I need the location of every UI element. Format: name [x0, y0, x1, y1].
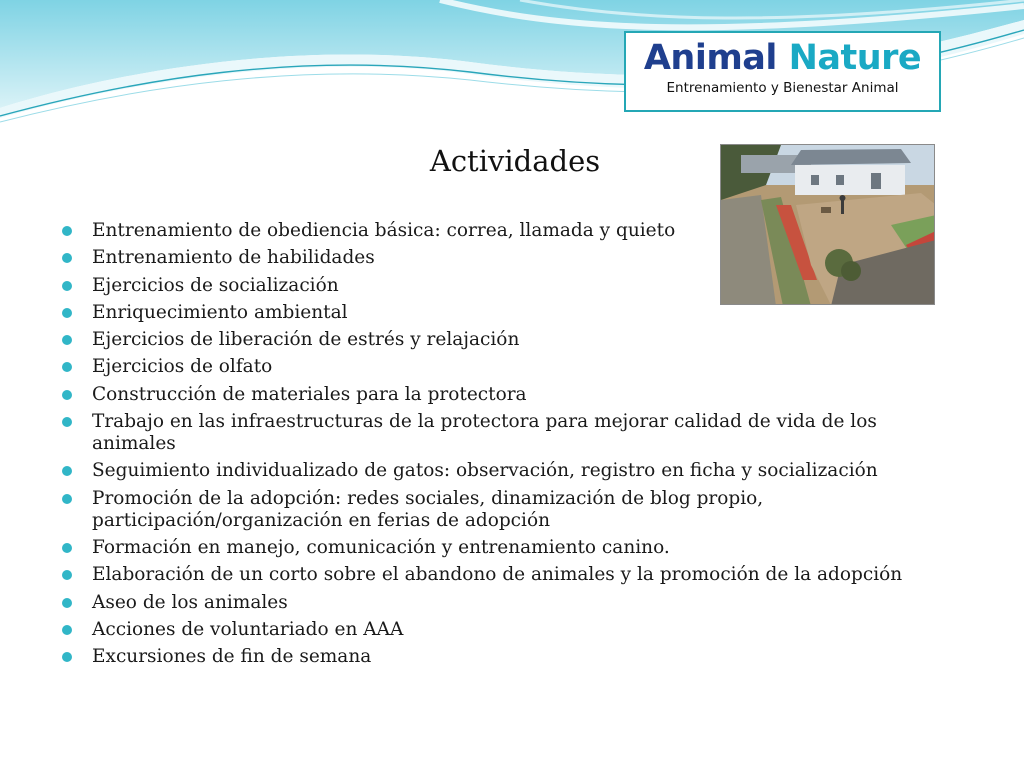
list-item-text: Entrenamiento de habilidades: [92, 247, 375, 269]
circle-bullet-icon: [62, 308, 72, 318]
list-item-text: Entrenamiento de obediencia básica: correa, llamada y quieto: [92, 220, 676, 241]
list-item: [62, 646, 962, 668]
circle-bullet-icon: [62, 494, 72, 504]
list-item: [62, 329, 962, 351]
logo-subtitle: Entrenamiento y Bienestar Animal: [666, 80, 899, 96]
circle-bullet-icon: [62, 417, 72, 427]
list-item: [62, 564, 962, 586]
circle-bullet-icon: [62, 598, 72, 608]
list-item-text: Ejercicios de olfato: [92, 356, 273, 378]
circle-bullet-icon: [62, 543, 72, 553]
list-item: [62, 356, 962, 378]
list-item-text: Enriquecimiento ambiental: [92, 301, 348, 323]
list-item-text: Construcción de materiales para la protectora: [92, 383, 527, 405]
logo-title-word2: Nature: [788, 38, 922, 78]
list-item-text: Excursiones de fin de semana: [92, 646, 372, 668]
list-item-text: Acciones de voluntariado en AAA: [92, 618, 404, 640]
list-item-text: Ejercicios de liberación de estrés y relajación: [92, 329, 520, 351]
list-item: [62, 302, 962, 324]
circle-bullet-icon: [62, 652, 72, 662]
logo-title: [626, 39, 939, 77]
circle-bullet-icon: [62, 226, 72, 236]
circle-bullet-icon: [62, 362, 72, 372]
activities-list: [62, 220, 962, 673]
circle-bullet-icon: [62, 281, 72, 291]
list-item: [62, 411, 962, 455]
list-item: [62, 384, 962, 406]
circle-bullet-icon: [62, 466, 72, 476]
logo-title-word1: Animal: [643, 38, 777, 78]
list-item-text: Aseo de los animales: [92, 591, 288, 613]
slide-title: Actividades: [429, 144, 601, 178]
list-item: [62, 592, 962, 614]
circle-bullet-icon: [62, 253, 72, 263]
list-item-text: Promoción de la adopción: redes sociales, dinamización de blog propio, participación/organización en ferias de adopción: [92, 487, 764, 531]
list-item: [62, 275, 962, 297]
animal-nature-logo: [624, 31, 941, 112]
circle-bullet-icon: [62, 335, 72, 345]
list-item-text: Formación en manejo, comunicación y entrenamiento canino.: [92, 536, 670, 558]
list-item: [62, 488, 962, 532]
list-item-text: Ejercicios de socialización: [92, 274, 339, 296]
list-item: [62, 619, 962, 641]
circle-bullet-icon: [62, 625, 72, 635]
list-item: [62, 247, 962, 269]
list-item-text: Trabajo en las infraestructuras de la protectora para mejorar calidad de vida de los animales: [92, 411, 877, 455]
list-item-text: Seguimiento individualizado de gatos: observación, registro en ficha y socialización: [92, 460, 878, 482]
circle-bullet-icon: [62, 570, 72, 580]
list-item: [62, 460, 962, 482]
list-item: [62, 220, 962, 242]
list-item: [62, 537, 962, 559]
circle-bullet-icon: [62, 390, 72, 400]
list-item-text: Elaboración de un corto sobre el abandono de animales y la promoción de la adopción: [92, 564, 903, 586]
